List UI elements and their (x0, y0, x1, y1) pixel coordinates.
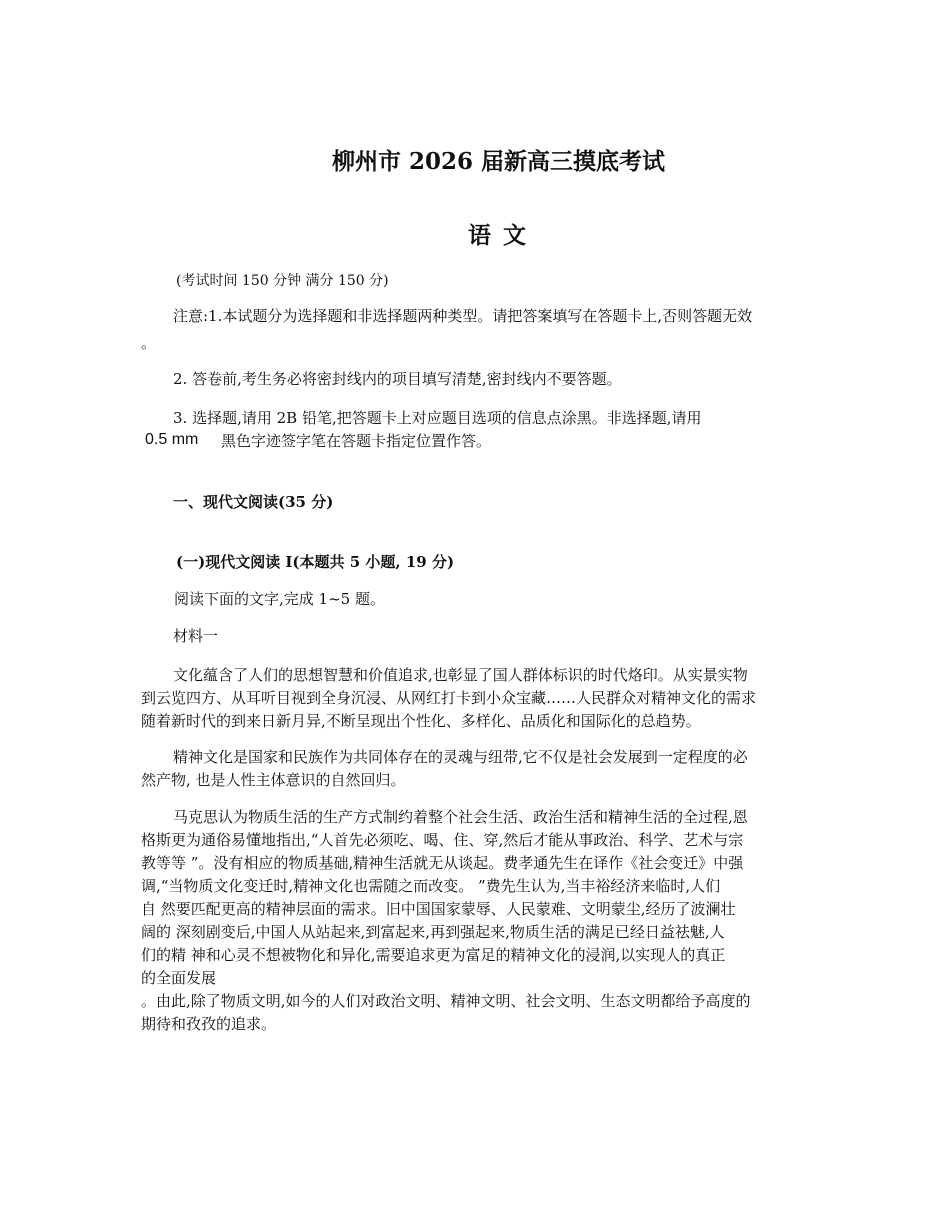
passage-line: 阔的 深刻剧变后,中国人从站起来,到富起来,再到强起来,物质生活的满足已经日益祛魅,人 (141, 923, 725, 941)
passage-line: 然产物, 也是人性主体意识的自然回归。 (141, 771, 406, 789)
reading-instruction: 阅读下面的文字,完成 1~5 题。 (174, 590, 385, 608)
passage-line: 期待和孜孜的追求。 (141, 1015, 277, 1033)
passage-line: 教等等 ”。没有相应的物质基础,精神生活就无从谈起。费孝通先生在译作《社会变迁》中强 (141, 854, 744, 872)
passage-line: 到云览四方、从耳听目视到全身沉浸、从网红打卡到小众宝藏……人民群众对精神文化的需求 (141, 689, 757, 707)
passage-line: 格斯更为通俗易懂地指出,“人首先必须吃、喝、住、穿,然后才能从事政治、科学、艺术与宗 (141, 831, 744, 849)
passage-line: 马克思认为物质生活的生产方式制约着整个社会生活、政治生活和精神生活的全过程,恩 (173, 808, 748, 826)
subsection-heading: (一)现代文阅读 I(本题共 5 小题, 19 分) (176, 553, 455, 571)
passage-line: 调,“当物质文化变迁时,精神文化也需随之而改变。 ”费先生认为,当丰裕经济来临时,人们 (141, 877, 721, 895)
note-3: 3. 选择题,请用 2B 铅笔,把答题卡上对应题目选项的信息点涂黑。非选择题,请用 (173, 409, 702, 427)
passage-line: 精神文化是国家和民族作为共同体存在的灵魂与纽带,它不仅是社会发展到一定程度的必 (173, 748, 748, 766)
passage-line: 自 然要匹配更高的精神层面的需求。旧中国国家蒙辱、人民蒙难、文明蒙尘,经历了波澜壮 (141, 900, 736, 918)
passage-line: 。由此,除了物质文明,如今的人们对政治文明、精神文明、社会文明、生态文明都给予高度的 (141, 992, 751, 1010)
passage-line: 的全面发展 (141, 969, 217, 987)
section-heading: 一、现代文阅读(35 分) (173, 493, 334, 511)
exam-title: 柳州市 2026 届新高三摸底考试 (332, 148, 666, 175)
note-1: 注意:1.本试题分为选择题和非选择题两种类型。请把答案填写在答题卡上,否则答题无效 (173, 307, 753, 325)
passage-line: 随着新时代的到来日新月异,不断呈现出个性化、多样化、品质化和国际化的总趋势。 (141, 712, 701, 730)
subject-title: 语 文 (468, 222, 529, 249)
material-label: 材料一 (173, 627, 219, 645)
note-3-cont: 黑色字迹签字笔在答题卡指定位置作答。 (221, 432, 492, 450)
passage-line: 们的精 神和心灵不想被物化和异化,需要追求更为富足的精神文化的浸润,以实现人的真正 (141, 946, 726, 964)
passage-line: 文化蕴含了人们的思想智慧和价值追求,也彰显了国人群体标识的时代烙印。从实景实物 (173, 666, 748, 684)
exam-info: (考试时间 150 分钟 满分 150 分) (176, 273, 389, 289)
note-3-unit: 0.5 mm (145, 431, 199, 448)
note-1-cont: 。 (141, 334, 157, 352)
note-2: 2. 答卷前,考生务必将密封线内的项目填写清楚,密封线内不要答题。 (173, 370, 622, 388)
